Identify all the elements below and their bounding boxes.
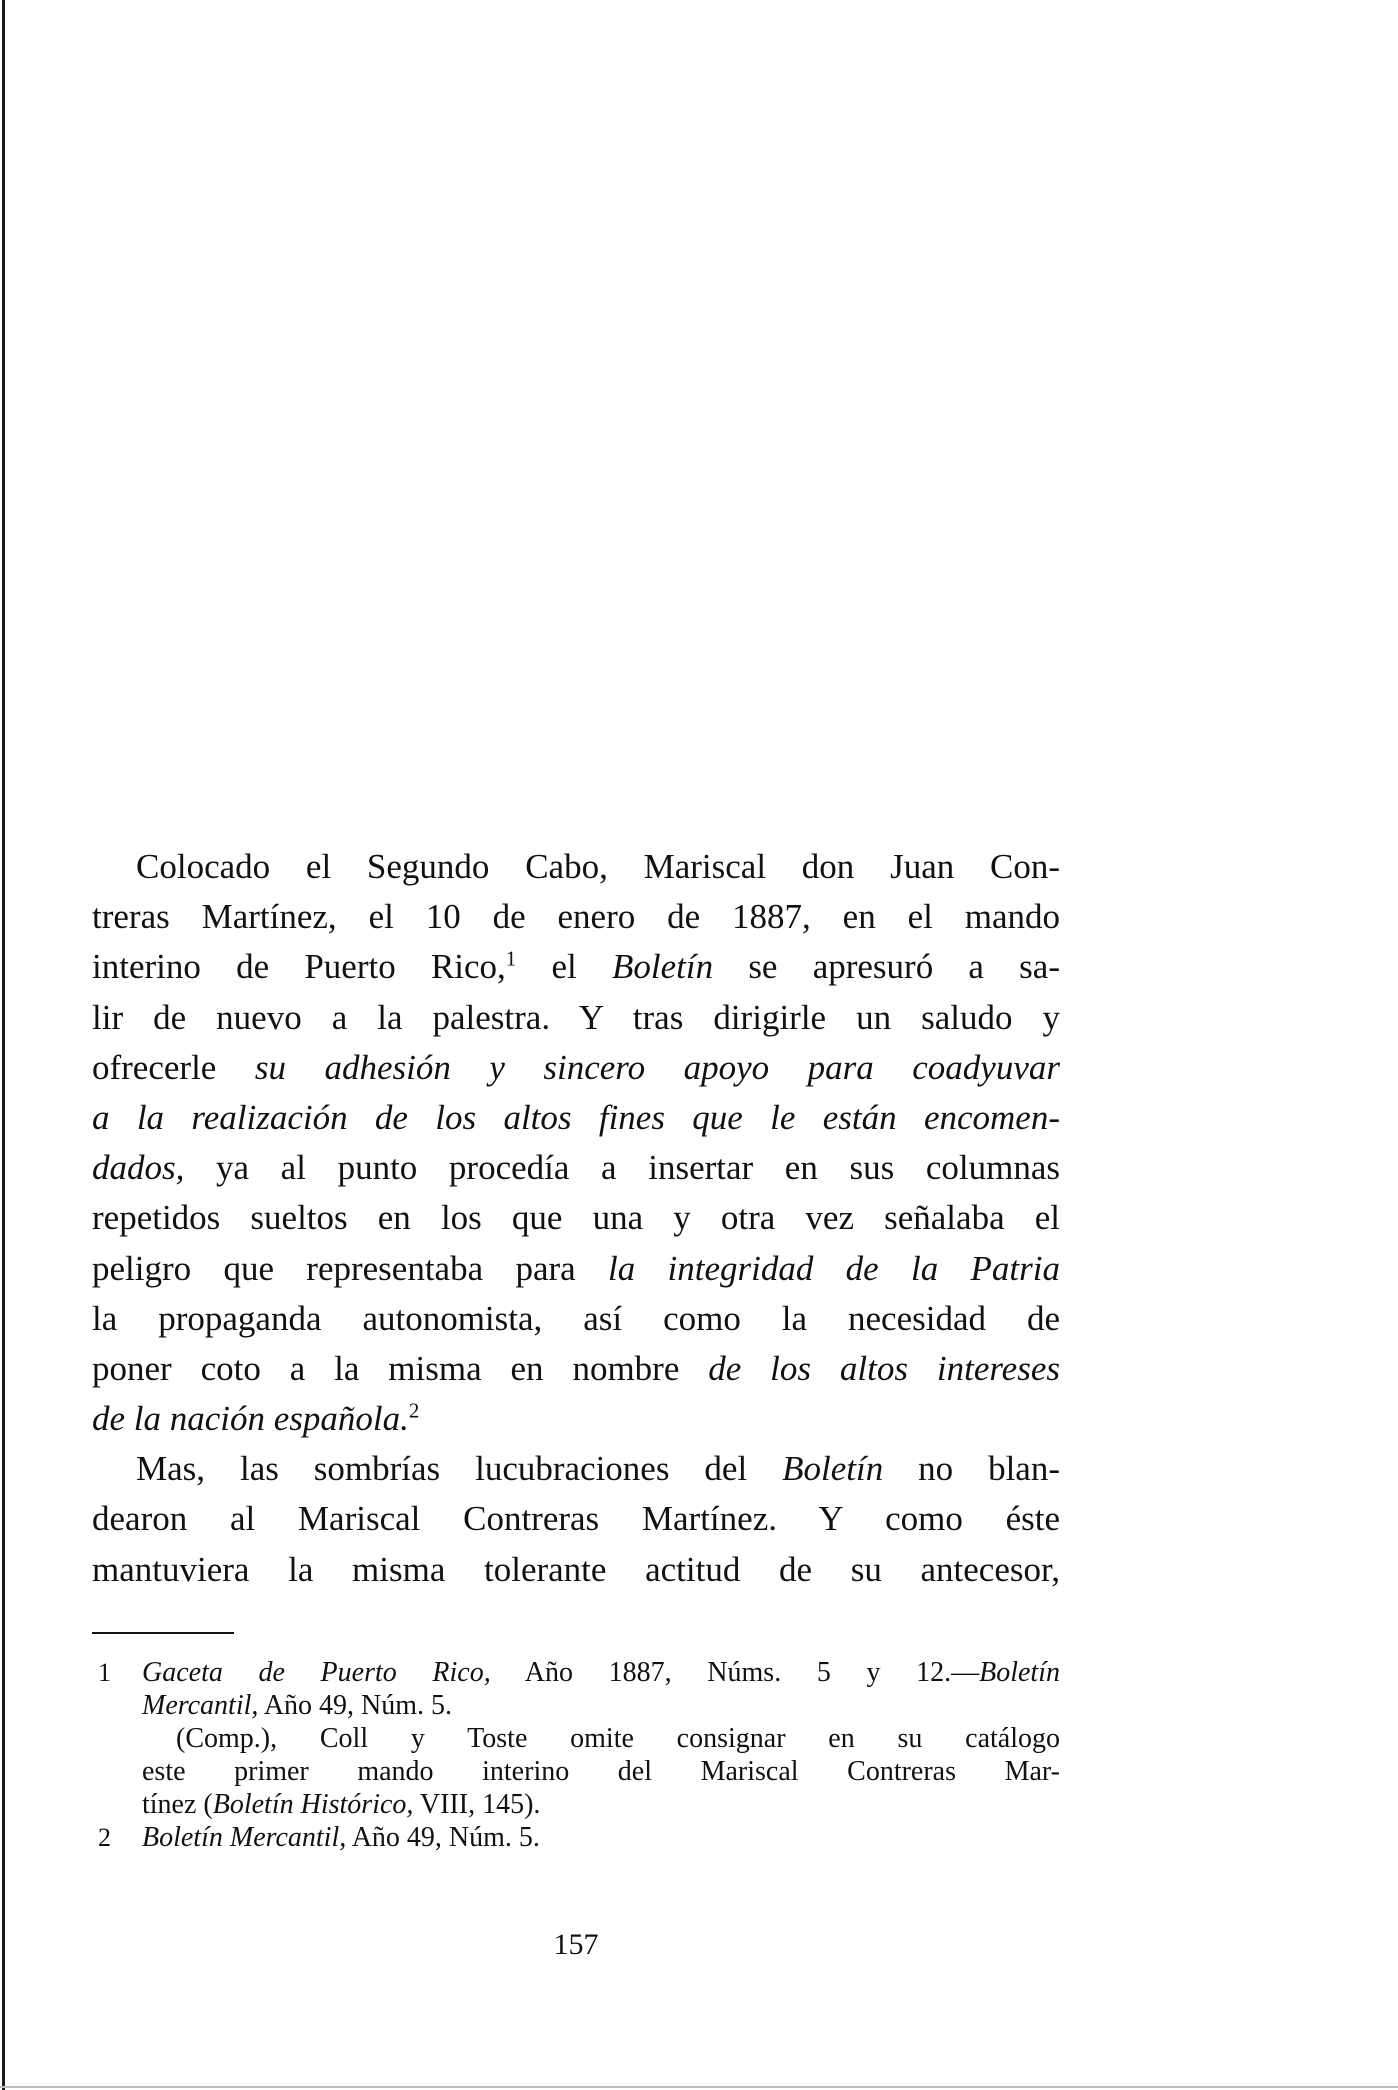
body-line: Colocado el Segundo Cabo, Mariscal don Juan Con- [136,847,1060,886]
footnote-ref-2: 2 [408,1398,420,1423]
body-text [92,842,1060,1595]
footnote-ref-1: 1 [505,946,517,971]
footnotes [92,1656,1060,1854]
body-line: interino de Puerto Rico,$^1$ el Boletín se apresuró a sa- [92,946,1060,987]
body-line: Mas, las sombrías lucubraciones del Boletín no blan- [136,1449,1060,1489]
footnote-separator [92,1632,234,1634]
body-line: mantuviera la misma tolerante actitud de su antecesor, [92,1549,1060,1589]
footnote-line: este primer mando interino del Mariscal Contreras Mar- [142,1756,1060,1787]
body-line: ofrecerle su adhesión y sincero apoyo para coadyuvar [92,1047,1060,1087]
page-edge-bottom [0,2086,1398,2088]
body-line: poner coto a la misma en nombre de los altos intereses [92,1348,1060,1388]
footnote-line: Mercantil, Año 49, Núm. 5. [142,1690,453,1721]
footnote-number: 1 [98,1658,111,1687]
footnote-line: 1 Gaceta de Puerto Rico, Año 1887, Núms. 5 y 12.—Boletín [98,1657,1060,1688]
body-line: de la nación española.$^2$ [92,1398,420,1439]
body-line: repetidos sueltos en los que una y otra vez señalaba el [92,1198,1060,1238]
body-line: dearon al Mariscal Contreras Martínez. Y como éste [92,1499,1060,1539]
body-line: la propaganda autonomista, así como la necesidad de [92,1298,1060,1338]
page-edge-left [2,0,5,2090]
body-line: treras Martínez, el 10 de enero de 1887, en el mando [92,897,1060,937]
body-line: dados, ya al punto procedía a insertar en sus columnas [92,1148,1060,1188]
page-number: 157 [553,1928,599,1961]
body-line: a la realización de los altos fines que le están encomen- [92,1097,1060,1137]
footnote-line: (Comp.), Coll y Toste omite consignar en su catálogo [176,1723,1060,1754]
footnote-line: tínez (Boletín Histórico, VIII, 145). [142,1789,541,1820]
body-line: lir de nuevo a la palestra. Y tras dirigirle un saludo y [92,997,1060,1037]
footnote-number: 2 [98,1823,111,1852]
body-line: peligro que representaba para la integridad de la Patria [92,1248,1060,1288]
footnote-line: 2 Boletín Mercantil, Año 49, Núm. 5. [98,1822,540,1853]
